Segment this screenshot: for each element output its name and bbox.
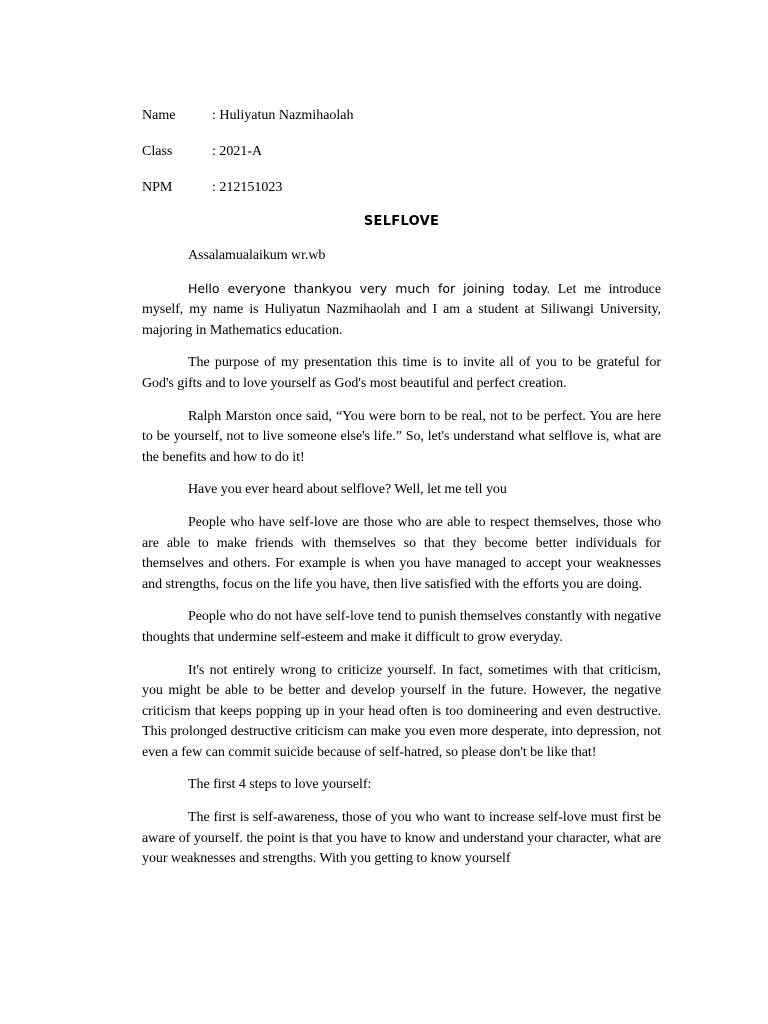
paragraph-criticism: It's not entirely wrong to criticize yourself. In fact, sometimes with that criticism, you might be able to be better and develop yourself in the future. However, the negative criticism that keeps popping up in your head often is too domineering and even destructive. This prolonged destructive criticism can make you even more desperate, into depression, not even a few can commit suicide because of self-hatred, so please don't be like that!: [142, 662, 661, 760]
npm-value: : 212151023: [212, 180, 283, 195]
intro-lead-text: Hello everyone thankyou very much for joining today.: [188, 280, 551, 296]
paragraph-no-selflove: People who do not have self-love tend to punish themselves constantly with negative thoughts that undermine self-esteem and make it difficult to grow everyday.: [142, 609, 661, 645]
class-row: [142, 142, 661, 162]
name-row: [142, 106, 661, 126]
paragraph-question: Have you ever heard about selflove? Well, let me tell you: [188, 482, 507, 498]
npm-row: [142, 178, 661, 198]
class-label: Class: [142, 144, 173, 159]
paragraph-quote: Ralph Marston once said, “You were born to be real, not to be perfect. You are here to be yourself, not to live someone else's life.” So, let's understand what selflove is, what are the benefits and how to do it!: [142, 408, 661, 465]
paragraph-purpose: The purpose of my presentation this time is to invite all of you to be grateful for God's gifts and to love yourself as God's most beautiful and perfect creation.: [142, 355, 661, 391]
class-value: : 2021-A: [212, 144, 263, 159]
name-value: : Huliyatun Nazmihaolah: [212, 108, 354, 123]
paragraph-self-awareness: The first is self-awareness, those of you who want to increase self-love must first be aware of yourself. the point is that you have to know and understand your character, what are your weaknesses and strengths. With you getting to know yourself: [142, 810, 661, 867]
name-label: Name: [142, 108, 176, 123]
npm-label: NPM: [142, 180, 173, 195]
greeting-paragraph: Assalamualaikum wr.wb: [188, 248, 326, 263]
paragraph-steps-heading: The first 4 steps to love yourself:: [188, 777, 372, 793]
intro-paragraph: [142, 279, 661, 342]
paragraph-definition: People who have self-love are those who are able to respect themselves, those who are able to make friends with themselves so that they become better individuals for themselves and others. For example is when you have managed to accept your weaknesses and strengths, focus on the life you have, then live satisfied with the efforts you are doing.: [142, 514, 661, 592]
document-page: [142, 106, 661, 882]
intro-rest-text: Let me introduce myself, my name is Huliyatun Nazmihaolah and I am a student at Siliwangi University, majoring in Mathematics education.: [142, 281, 661, 338]
document-title: SELFLOVE: [363, 214, 440, 229]
